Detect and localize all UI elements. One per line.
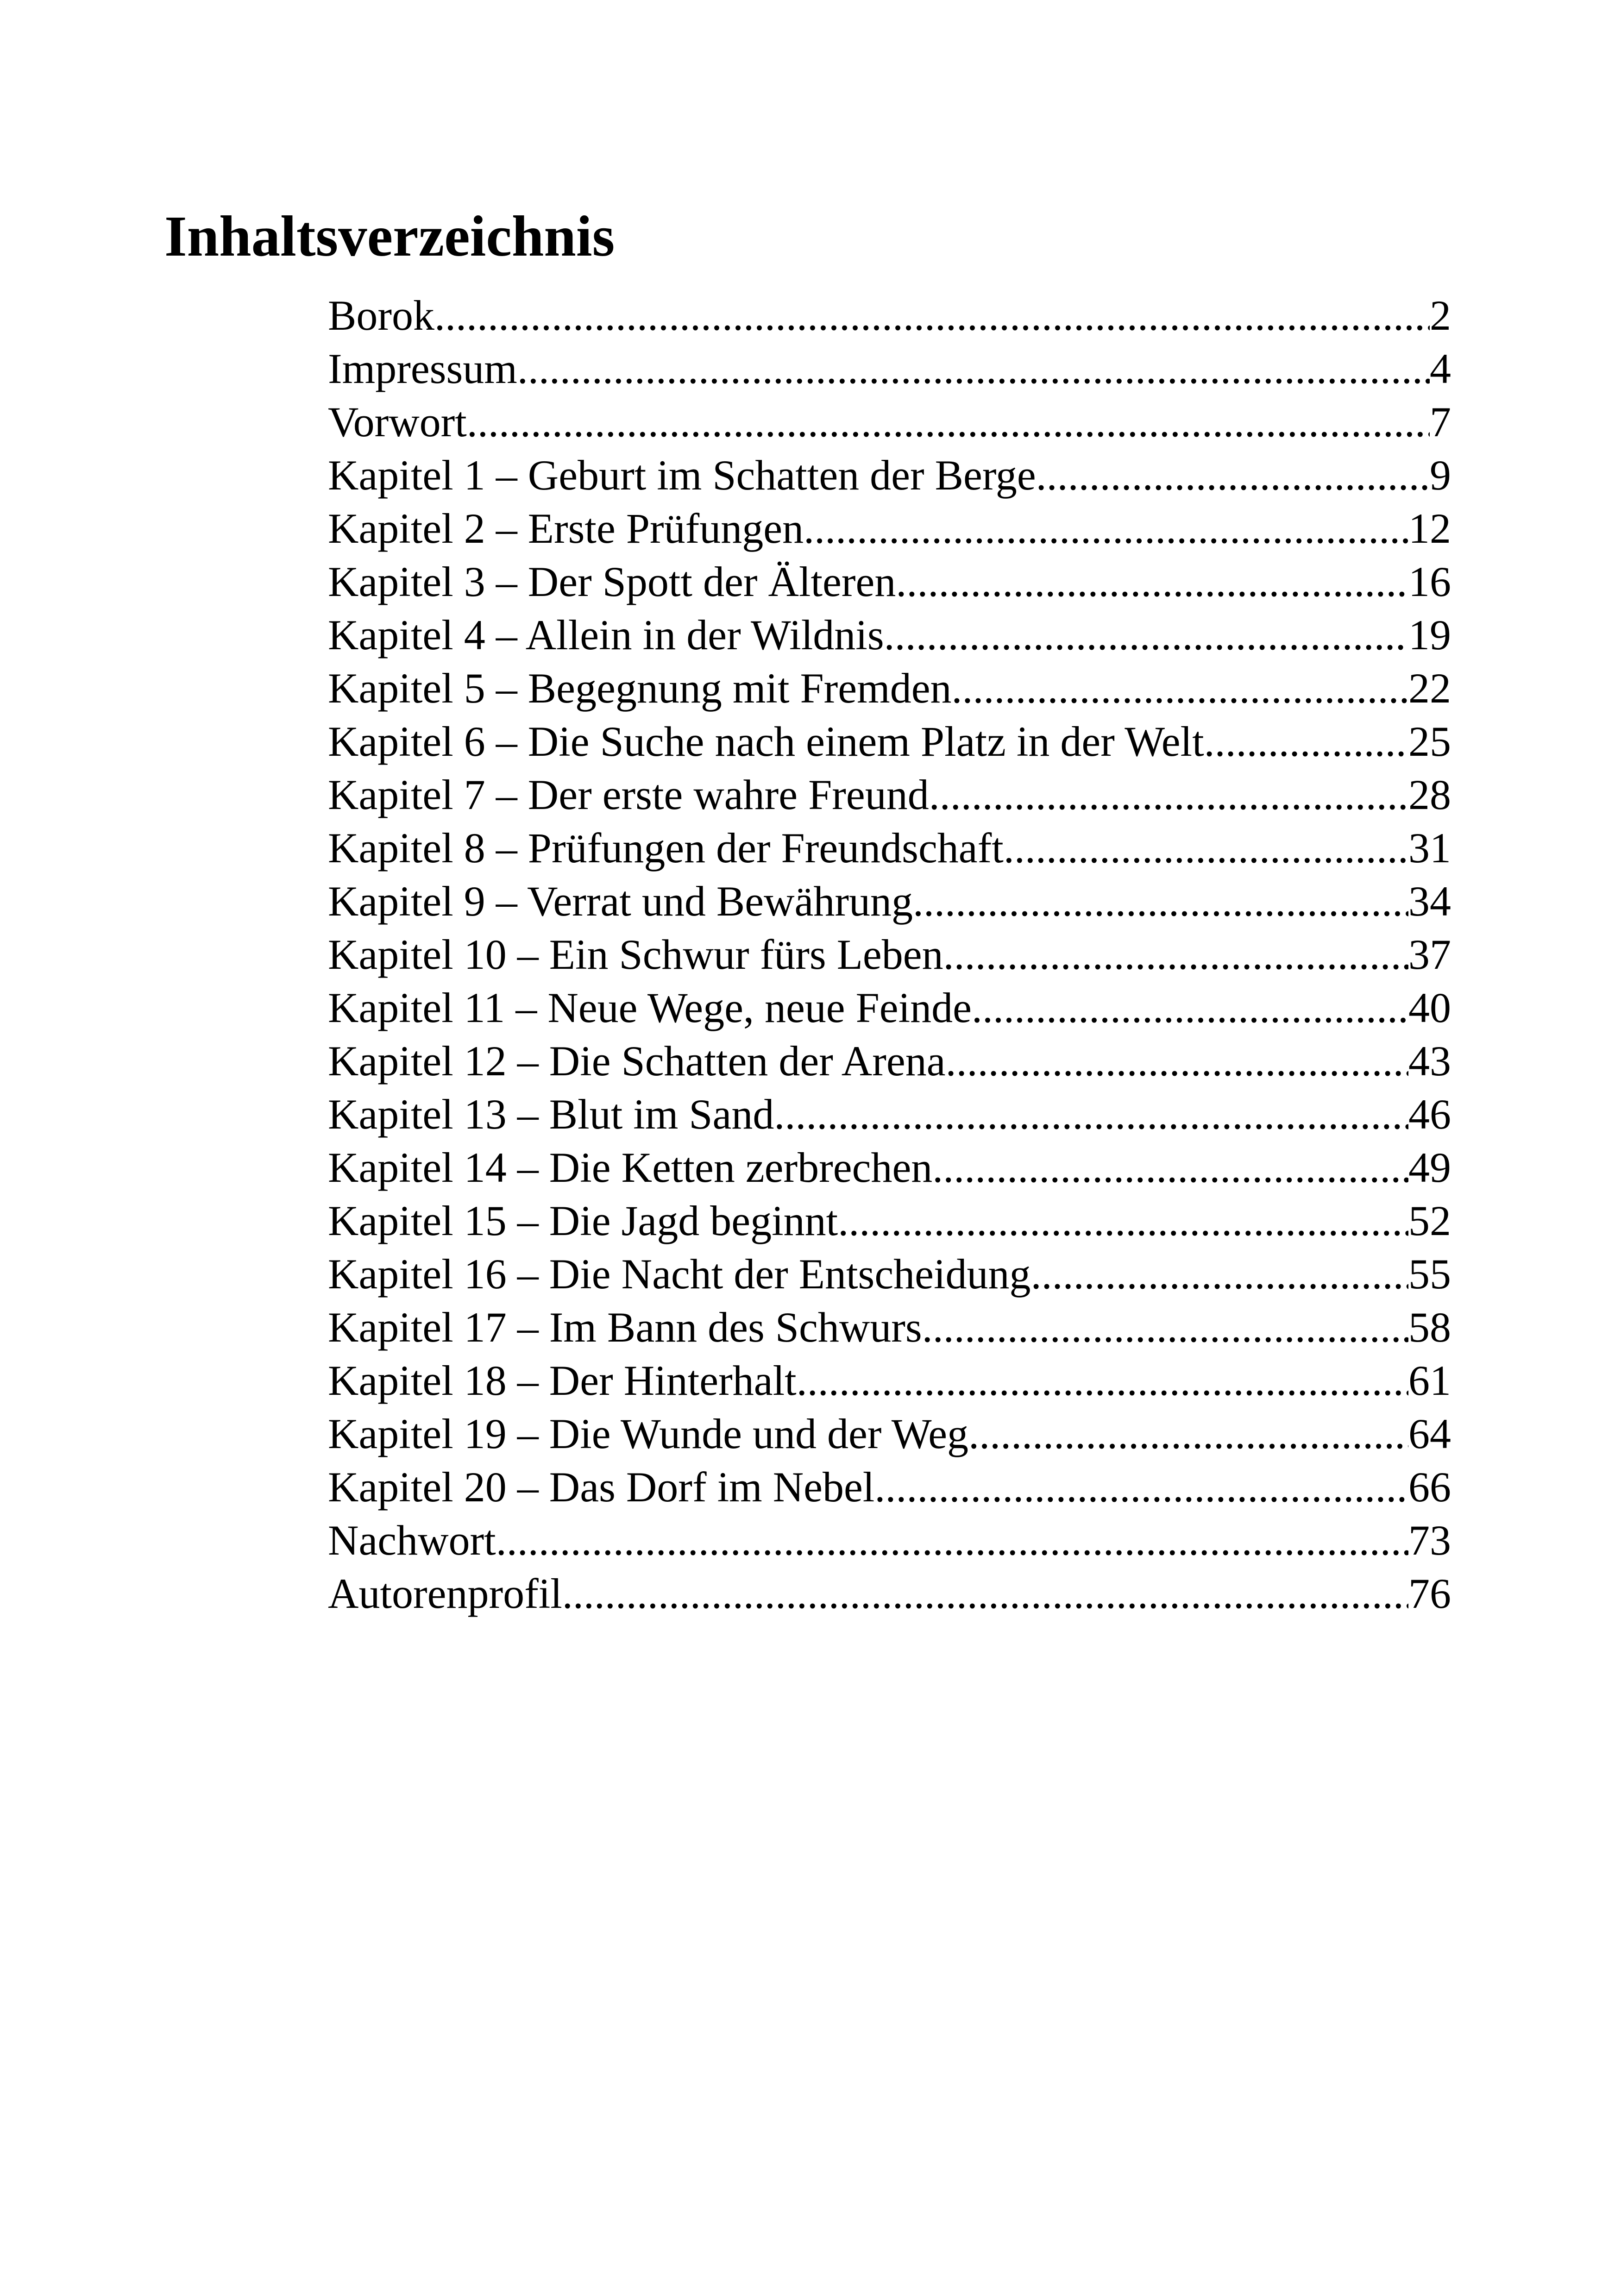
toc-entry[interactable] — [328, 768, 1451, 822]
dot-leader — [562, 1567, 1408, 1620]
toc-entry[interactable] — [328, 1088, 1451, 1141]
toc-entry[interactable] — [328, 1354, 1451, 1407]
toc-entry-label: Kapitel 5 – Begegnung mit Fremden — [328, 665, 952, 712]
dot-leader — [838, 1194, 1408, 1248]
toc-entry[interactable] — [328, 609, 1451, 662]
dot-leader — [434, 289, 1430, 342]
toc-entry-label: Kapitel 3 – Der Spott der Älteren — [328, 558, 896, 605]
toc-entry-label: Borok — [328, 292, 434, 339]
toc-entry-page-number: 64 — [1408, 1410, 1451, 1457]
page-title: Inhaltsverzeichnis — [164, 205, 615, 269]
toc-entry[interactable] — [328, 342, 1451, 395]
toc-entry[interactable] — [328, 502, 1451, 555]
toc-entry-label: Kapitel 20 – Das Dorf im Nebel — [328, 1463, 875, 1511]
toc-entry-label: Autorenprofil — [328, 1570, 562, 1617]
dot-leader — [1204, 715, 1408, 768]
toc-entry-page-number: 19 — [1408, 611, 1451, 659]
toc-entry[interactable] — [328, 715, 1451, 768]
toc-entry-page-number: 37 — [1408, 931, 1451, 978]
toc-entry-page-number: 28 — [1408, 771, 1451, 818]
dot-leader — [972, 981, 1408, 1035]
toc-entry-page-number: 16 — [1408, 558, 1451, 605]
toc-entry-page-number: 4 — [1430, 345, 1451, 392]
toc-entry-label: Kapitel 16 – Die Nacht der Entscheidung — [328, 1250, 1031, 1298]
toc-entry-page-number: 49 — [1408, 1144, 1451, 1191]
toc-entry-label: Kapitel 7 – Der erste wahre Freund — [328, 771, 929, 818]
toc-entry-label: Kapitel 11 – Neue Wege, neue Feinde — [328, 984, 972, 1031]
toc-entry-page-number: 46 — [1408, 1091, 1451, 1138]
toc-entry-page-number: 9 — [1430, 452, 1451, 499]
toc-entry-page-number: 61 — [1408, 1357, 1451, 1404]
toc-entry-label: Kapitel 13 – Blut im Sand — [328, 1091, 774, 1138]
dot-leader — [968, 1407, 1408, 1461]
dot-leader — [922, 1301, 1408, 1354]
toc-entry-label: Kapitel 12 – Die Schatten der Arena — [328, 1037, 946, 1085]
toc-entry-page-number: 40 — [1408, 984, 1451, 1031]
toc-entry-page-number: 43 — [1408, 1037, 1451, 1085]
toc-entry-page-number: 52 — [1408, 1197, 1451, 1244]
toc-entry[interactable] — [328, 1248, 1451, 1301]
toc-entry-page-number: 22 — [1408, 665, 1451, 712]
toc-entry-page-number: 12 — [1408, 505, 1451, 552]
dot-leader — [943, 928, 1408, 981]
toc-entry-page-number: 58 — [1408, 1304, 1451, 1351]
toc-entry-page-number: 66 — [1408, 1463, 1451, 1511]
toc-entry-label: Vorwort — [328, 398, 467, 445]
toc-entry-page-number: 73 — [1408, 1517, 1451, 1564]
toc-entry-page-number: 34 — [1408, 878, 1451, 925]
dot-leader — [929, 768, 1408, 822]
toc-entry-label: Kapitel 8 – Prüfungen der Freundschaft — [328, 824, 1004, 872]
toc-entry[interactable] — [328, 395, 1451, 449]
toc-entry[interactable] — [328, 875, 1451, 928]
toc-entry-label: Kapitel 19 – Die Wunde und der Weg — [328, 1410, 969, 1457]
toc-entry[interactable] — [328, 981, 1451, 1035]
dot-leader — [913, 875, 1408, 928]
toc-entry-page-number: 7 — [1430, 398, 1451, 445]
toc-entry-page-number: 55 — [1408, 1250, 1451, 1298]
toc-entry[interactable] — [328, 1301, 1451, 1354]
dot-leader — [896, 555, 1408, 609]
toc-entry[interactable] — [328, 1514, 1451, 1567]
dot-leader — [874, 1461, 1408, 1514]
toc-entry[interactable] — [328, 1035, 1451, 1088]
toc-entry-page-number: 76 — [1408, 1570, 1451, 1617]
toc-entry[interactable] — [328, 822, 1451, 875]
toc-entry[interactable] — [328, 449, 1451, 502]
dot-leader — [952, 662, 1408, 715]
dot-leader — [1004, 822, 1408, 875]
toc-entry-label: Kapitel 14 – Die Ketten zerbrechen — [328, 1144, 933, 1191]
toc-entry[interactable] — [328, 928, 1451, 981]
toc-entry-label: Impressum — [328, 345, 517, 392]
toc-entry-label: Kapitel 4 – Allein in der Wildnis — [328, 611, 884, 659]
toc-entry-page-number: 2 — [1430, 292, 1451, 339]
dot-leader — [946, 1035, 1408, 1088]
toc-entry-label: Kapitel 2 – Erste Prüfungen — [328, 505, 804, 552]
dot-leader — [804, 502, 1408, 555]
dot-leader — [467, 395, 1430, 449]
toc-entry[interactable] — [328, 1141, 1451, 1194]
toc-entry-page-number: 31 — [1408, 824, 1451, 872]
dot-leader — [1031, 1248, 1408, 1301]
toc-entry-label: Kapitel 1 – Geburt im Schatten der Berge — [328, 452, 1036, 499]
toc-entry-page-number: 25 — [1408, 718, 1451, 765]
dot-leader — [517, 342, 1430, 395]
toc-entry[interactable] — [328, 555, 1451, 609]
toc-entry[interactable] — [328, 662, 1451, 715]
dot-leader — [1036, 449, 1430, 502]
toc-entry-label: Nachwort — [328, 1517, 496, 1564]
dot-leader — [496, 1514, 1408, 1567]
toc-entry-label: Kapitel 10 – Ein Schwur fürs Leben — [328, 931, 943, 978]
toc-entry-label: Kapitel 6 – Die Suche nach einem Platz in der Welt — [328, 718, 1204, 765]
toc-entry[interactable] — [328, 1567, 1451, 1620]
toc-entry[interactable] — [328, 1461, 1451, 1514]
toc-entry[interactable] — [328, 289, 1451, 342]
dot-leader — [932, 1141, 1408, 1194]
dot-leader — [884, 609, 1408, 662]
table-of-contents — [328, 289, 1451, 1620]
toc-entry-label: Kapitel 15 – Die Jagd beginnt — [328, 1197, 838, 1244]
toc-entry-label: Kapitel 17 – Im Bann des Schwurs — [328, 1304, 922, 1351]
dot-leader — [774, 1088, 1408, 1141]
toc-entry[interactable] — [328, 1194, 1451, 1248]
toc-entry-label: Kapitel 18 – Der Hinterhalt — [328, 1357, 797, 1404]
toc-entry-label: Kapitel 9 – Verrat und Bewährung — [328, 878, 913, 925]
dot-leader — [797, 1354, 1408, 1407]
toc-entry[interactable] — [328, 1407, 1451, 1461]
